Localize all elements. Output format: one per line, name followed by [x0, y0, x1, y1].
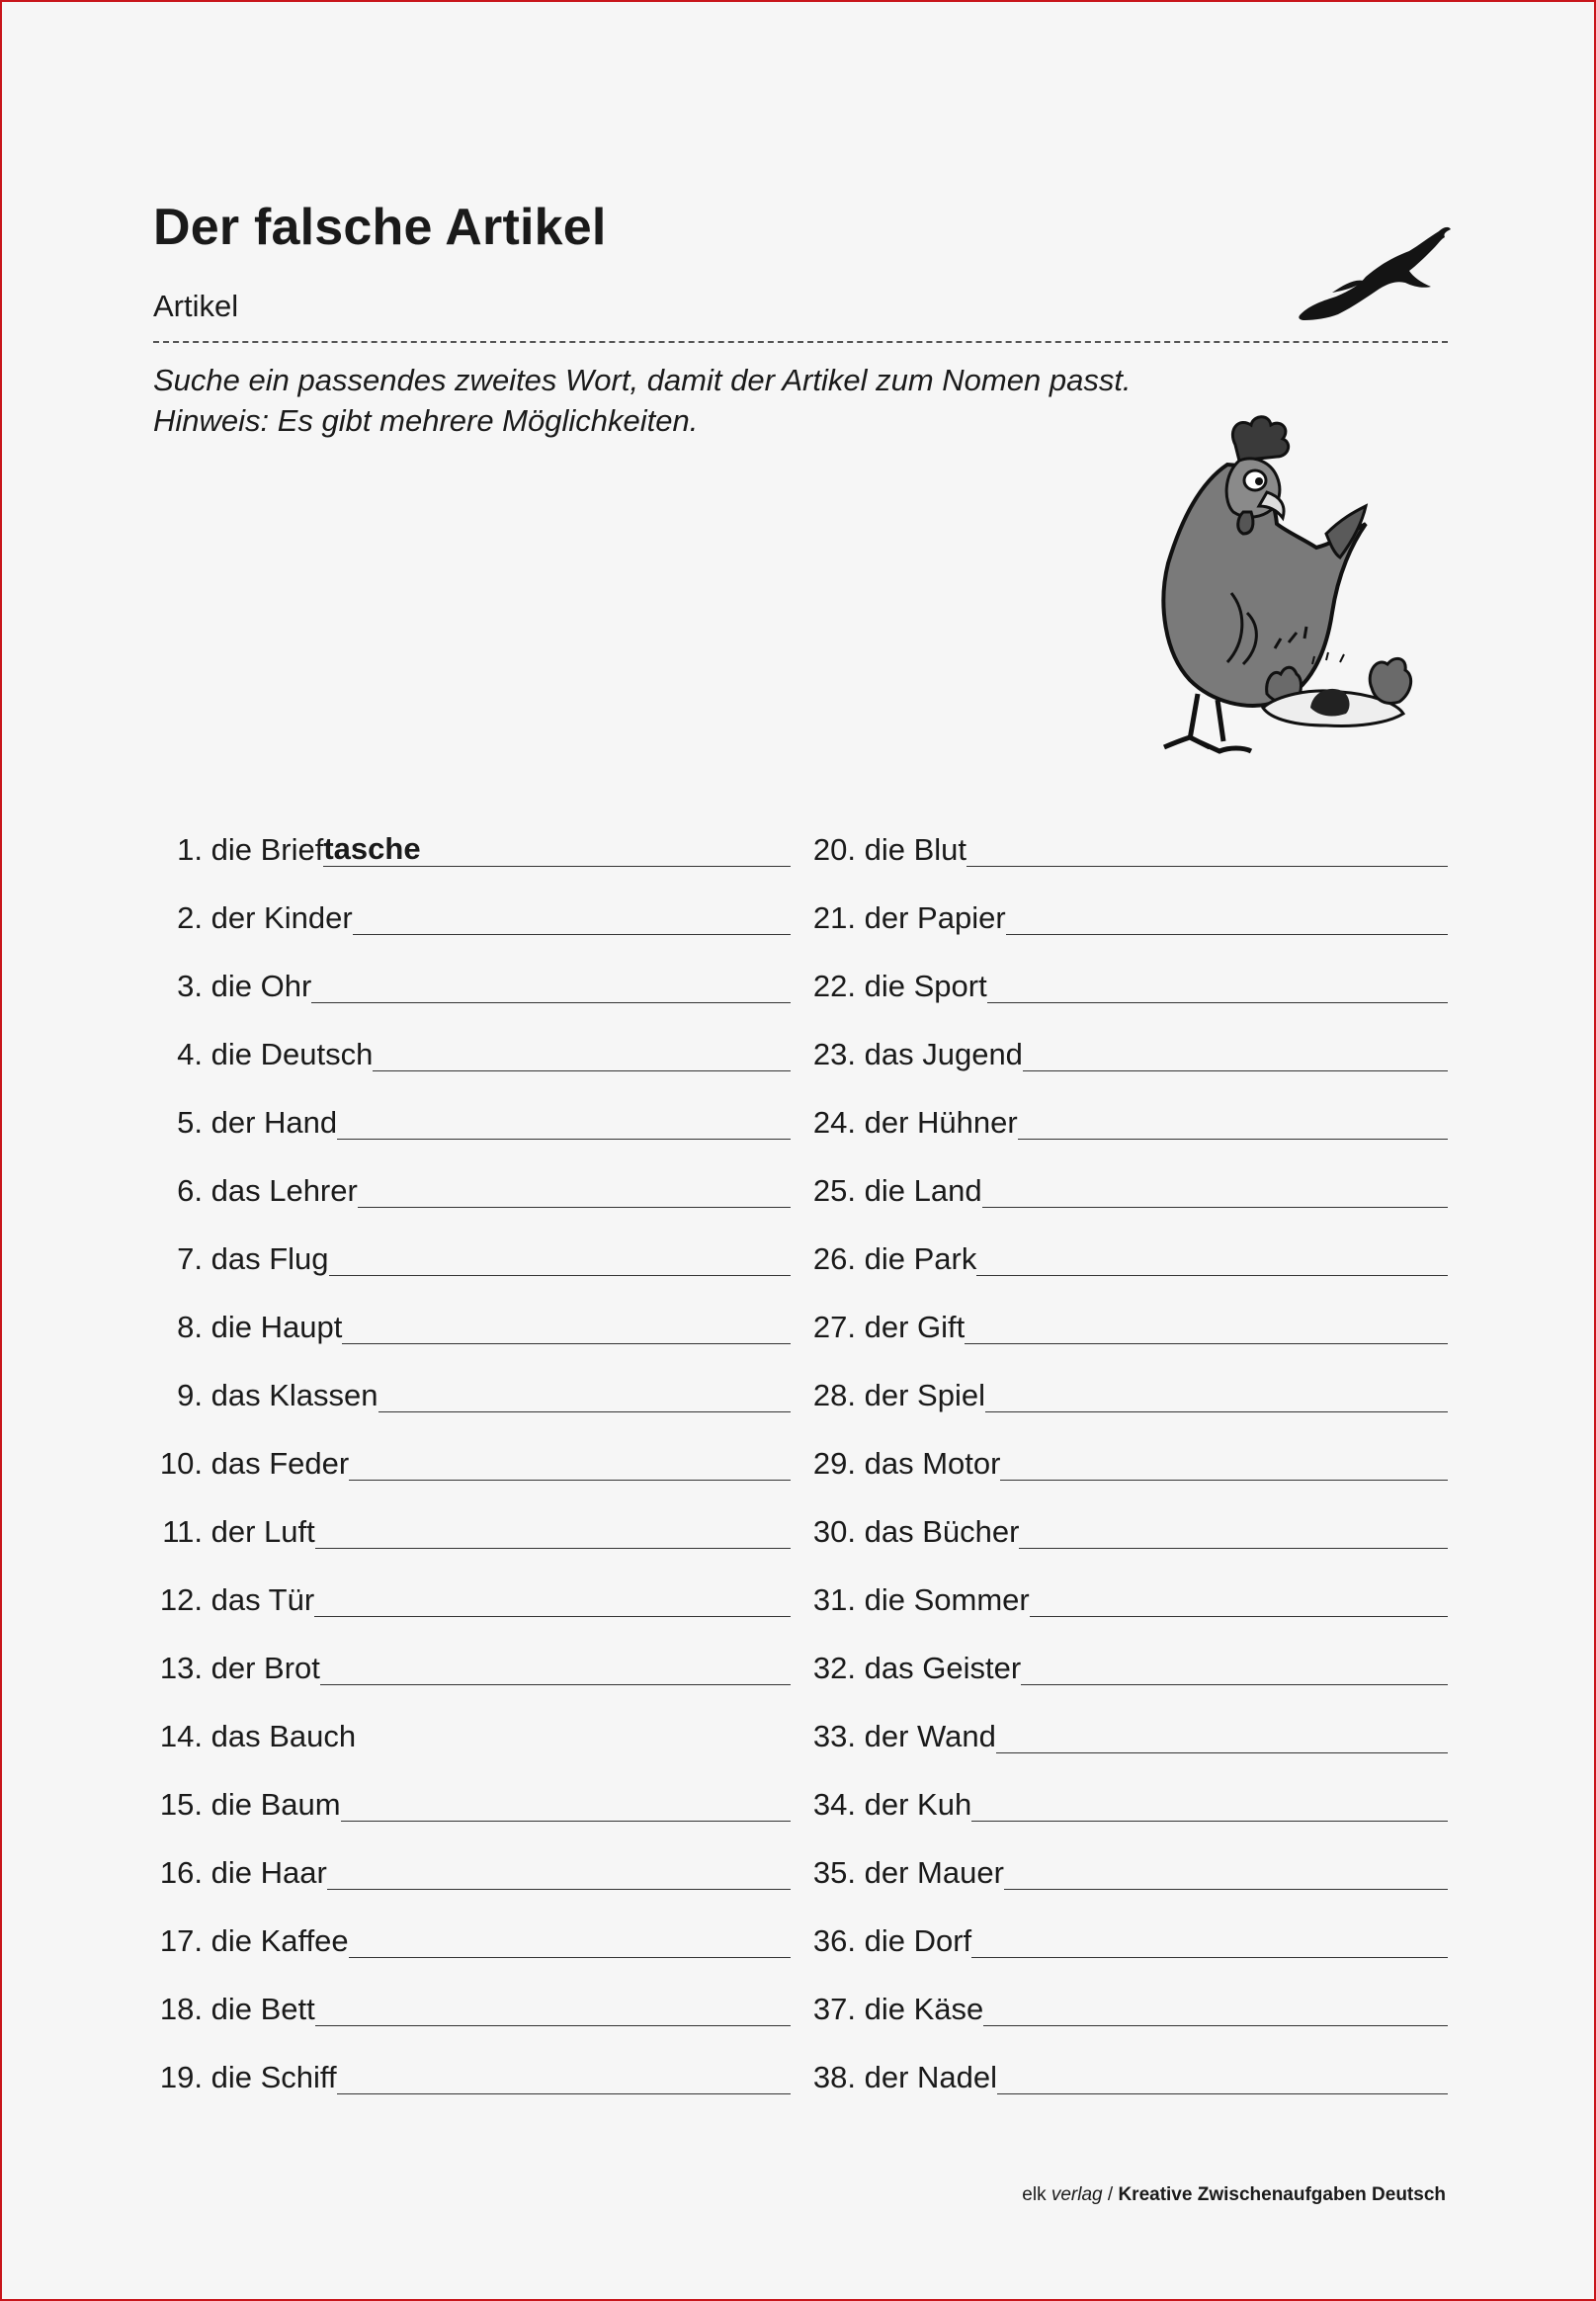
answer-line[interactable]: [353, 898, 791, 935]
item-prefix: das Flug: [203, 1241, 329, 1276]
item-prefix: das Jugend: [856, 1037, 1023, 1071]
exercise-row: [153, 1278, 1448, 1346]
exercise-item: [808, 1035, 1448, 1073]
footer-book-title: Kreative Zwischenaufgaben Deutsch: [1118, 2184, 1446, 2205]
answer-line[interactable]: [373, 1035, 791, 1071]
exercise-item: [808, 898, 1448, 937]
exercise-row: [153, 937, 1448, 1005]
answer-line[interactable]: [1004, 1853, 1448, 1890]
footer-publisher: verlag: [1050, 2184, 1103, 2205]
item-number: 23.: [812, 1037, 857, 1071]
item-prefix: die Park: [856, 1241, 977, 1276]
item-number: 6.: [177, 1173, 203, 1208]
exercise-row: [153, 1346, 1448, 1414]
item-prefix: der Mauer: [856, 1855, 1004, 1890]
answer-line[interactable]: [996, 1717, 1448, 1753]
exercise-item: [808, 1512, 1448, 1551]
answer-line[interactable]: [997, 2058, 1448, 2094]
item-number: 1.: [177, 832, 203, 867]
exercise-row: [153, 1892, 1448, 1960]
item-number: 25.: [812, 1173, 857, 1208]
item-number: 33.: [812, 1719, 857, 1753]
answer-line[interactable]: [987, 967, 1448, 1003]
item-prefix: der Hühner: [856, 1105, 1018, 1140]
exercise-item: [808, 1853, 1448, 1892]
answer-line[interactable]: [1000, 1444, 1448, 1481]
exercise-item: [153, 1853, 791, 1892]
item-number: 29.: [812, 1446, 857, 1481]
item-prefix: der Papier: [856, 900, 1006, 935]
exercise-item: [153, 1444, 791, 1483]
exercise-list: [153, 801, 1448, 2096]
item-prefix: die Haupt: [203, 1310, 343, 1344]
answer-line[interactable]: tasche: [323, 830, 791, 867]
exercise-item: [153, 1990, 791, 2028]
exercise-item: [808, 1376, 1448, 1414]
item-number: 2.: [177, 900, 203, 935]
page-title: Der falsche Artikel: [153, 199, 607, 256]
item-number: 36.: [812, 1923, 857, 1958]
exercise-row: [153, 1073, 1448, 1142]
answer-line[interactable]: [1021, 1649, 1448, 1685]
item-number: 34.: [812, 1787, 857, 1822]
item-prefix: die Ohr: [203, 969, 312, 1003]
item-number: 18.: [159, 1992, 203, 2026]
item-prefix: die Schiff: [203, 2060, 337, 2094]
exercise-item: [153, 830, 791, 869]
answer-line[interactable]: [971, 1921, 1448, 1958]
answer-line[interactable]: [971, 1785, 1448, 1822]
exercise-item: [153, 967, 791, 1005]
item-number: 12.: [159, 1582, 203, 1617]
exercise-item: [808, 1990, 1448, 2028]
item-number: 15.: [159, 1787, 203, 1822]
item-prefix: der Luft: [203, 1514, 315, 1549]
exercise-item: [153, 1103, 791, 1142]
exercise-row: [153, 1824, 1448, 1892]
item-number: 32.: [812, 1651, 857, 1685]
answer-line[interactable]: [329, 1239, 792, 1276]
item-number: 8.: [177, 1310, 203, 1344]
item-prefix: das Tür: [203, 1582, 315, 1617]
answer-line[interactable]: [965, 1308, 1448, 1344]
exercise-row: [153, 1005, 1448, 1073]
answer-line[interactable]: [315, 1990, 791, 2026]
exercise-item: [808, 1308, 1448, 1346]
exercise-item: [153, 1717, 791, 1755]
answer-line[interactable]: [311, 967, 791, 1003]
item-number: 38.: [812, 2060, 857, 2094]
exercise-item: [808, 1444, 1448, 1483]
exercise-item: [808, 1785, 1448, 1824]
item-prefix: die Brief: [203, 832, 324, 867]
answer-line[interactable]: [1030, 1580, 1448, 1617]
item-number: 21.: [812, 900, 857, 935]
item-prefix: das Geister: [856, 1651, 1022, 1685]
answer-line[interactable]: [356, 1717, 791, 1753]
exercise-row: [153, 869, 1448, 937]
answer-line[interactable]: [378, 1376, 792, 1412]
answer-line[interactable]: [341, 1785, 791, 1822]
exercise-item: [808, 1921, 1448, 1960]
item-number: 27.: [812, 1310, 857, 1344]
exercise-item: [153, 1376, 791, 1414]
exercise-row: [153, 1414, 1448, 1483]
item-prefix: der Kuh: [856, 1787, 972, 1822]
item-prefix: das Lehrer: [203, 1173, 358, 1208]
exercise-item: [808, 1103, 1448, 1142]
item-number: 4.: [177, 1037, 203, 1071]
answer-line[interactable]: [320, 1649, 791, 1685]
answer-line[interactable]: [327, 1853, 791, 1890]
exercise-row: [153, 1210, 1448, 1278]
item-number: 10.: [159, 1446, 203, 1481]
exercise-row: [153, 1551, 1448, 1619]
item-number: 17.: [159, 1923, 203, 1958]
item-prefix: der Nadel: [856, 2060, 998, 2094]
answer-line[interactable]: [342, 1308, 791, 1344]
item-number: 28.: [812, 1378, 857, 1412]
item-prefix: das Bauch: [203, 1719, 357, 1753]
exercise-row: [153, 1755, 1448, 1824]
answer-line[interactable]: [358, 1171, 791, 1208]
item-number: 19.: [159, 2060, 203, 2094]
answer-line[interactable]: [983, 1990, 1448, 2026]
answer-line[interactable]: [985, 1376, 1448, 1412]
answer-line[interactable]: [315, 1512, 791, 1549]
item-prefix: die Deutsch: [203, 1037, 374, 1071]
exercise-row: [153, 1687, 1448, 1755]
instruction-line: Suche ein passendes zweites Wort, damit der Artikel zum Nomen passt.: [153, 363, 1132, 397]
answer-line[interactable]: [1023, 1035, 1448, 1071]
item-prefix: die Sommer: [856, 1582, 1030, 1617]
answer-line[interactable]: [976, 1239, 1448, 1276]
exercise-item: [808, 967, 1448, 1005]
item-prefix: die Baum: [203, 1787, 341, 1822]
item-number: 16.: [159, 1855, 203, 1890]
item-number: 31.: [812, 1582, 857, 1617]
exercise-row: [153, 1960, 1448, 2028]
exercise-item: [808, 1580, 1448, 1619]
answer-line[interactable]: [337, 2058, 791, 2094]
answer-line[interactable]: [966, 830, 1448, 867]
item-prefix: die Blut: [856, 832, 967, 867]
exercise-item: [808, 1717, 1448, 1755]
item-prefix: der Spiel: [856, 1378, 985, 1412]
item-number: 9.: [177, 1378, 203, 1412]
exercise-item: [153, 1921, 791, 1960]
item-prefix: das Feder: [203, 1446, 350, 1481]
exercise-item: [808, 830, 1448, 869]
item-prefix: das Bücher: [856, 1514, 1020, 1549]
item-prefix: der Brot: [203, 1651, 320, 1685]
exercise-row: [153, 1142, 1448, 1210]
item-prefix: die Dorf: [856, 1923, 972, 1958]
item-prefix: der Wand: [856, 1719, 996, 1753]
exercise-item: [808, 1649, 1448, 1687]
item-number: 3.: [177, 969, 203, 1003]
item-prefix: das Klassen: [203, 1378, 378, 1412]
dashed-divider: [153, 341, 1448, 343]
item-prefix: die Sport: [856, 969, 987, 1003]
item-number: 5.: [177, 1105, 203, 1140]
footer-separator: /: [1107, 2184, 1114, 2205]
exercise-row: [153, 801, 1448, 869]
page-subtitle: Artikel: [153, 289, 239, 323]
exercise-item: [808, 1171, 1448, 1210]
eagle-icon: [1295, 221, 1453, 326]
item-number: 26.: [812, 1241, 857, 1276]
item-number: 11.: [162, 1514, 203, 1549]
exercise-item: [153, 1580, 791, 1619]
answer-line[interactable]: [349, 1921, 791, 1958]
item-prefix: die Haar: [203, 1855, 327, 1890]
item-number: 22.: [812, 969, 857, 1003]
item-number: 35.: [812, 1855, 857, 1890]
instructions: [153, 360, 1132, 441]
item-prefix: die Kaffee: [203, 1923, 349, 1958]
item-number: 13.: [159, 1651, 203, 1685]
item-number: 37.: [812, 1992, 857, 2026]
item-prefix: die Käse: [856, 1992, 984, 2026]
answer-line[interactable]: [337, 1103, 791, 1140]
item-prefix: das Motor: [856, 1446, 1001, 1481]
item-prefix: der Gift: [856, 1310, 966, 1344]
item-prefix: der Kinder: [203, 900, 353, 935]
exercise-row: [153, 1483, 1448, 1551]
exercise-item: [153, 1035, 791, 1073]
item-prefix: der Hand: [203, 1105, 338, 1140]
exercise-row: [153, 2028, 1448, 2096]
answer-line[interactable]: [1018, 1103, 1448, 1140]
answer-line[interactable]: [314, 1580, 791, 1617]
answer-line[interactable]: [1006, 898, 1448, 935]
exercise-item: [153, 1239, 791, 1278]
exercise-item: [153, 1308, 791, 1346]
exercise-item: [153, 2058, 791, 2096]
hint-line: Hinweis: Es gibt mehrere Möglichkeiten.: [153, 403, 699, 438]
footer-credit: [1022, 2184, 1446, 2206]
exercise-item: [153, 1785, 791, 1824]
answer-line[interactable]: [1019, 1512, 1448, 1549]
item-number: 14.: [159, 1719, 203, 1753]
item-prefix: die Land: [856, 1173, 982, 1208]
exercise-item: [153, 1171, 791, 1210]
answer-line[interactable]: [349, 1444, 791, 1481]
exercise-item: [153, 898, 791, 937]
hen-illustration: [1129, 415, 1435, 756]
item-number: 30.: [812, 1514, 857, 1549]
exercise-item: [808, 2058, 1448, 2096]
item-prefix: die Bett: [203, 1992, 315, 2026]
exercise-row: [153, 1619, 1448, 1687]
exercise-item: [153, 1512, 791, 1551]
item-number: 20.: [812, 832, 857, 867]
answer-line[interactable]: [982, 1171, 1448, 1208]
item-number: 7.: [177, 1241, 203, 1276]
footer-brand: elk: [1022, 2184, 1047, 2205]
exercise-item: [153, 1649, 791, 1687]
exercise-item: [808, 1239, 1448, 1278]
item-number: 24.: [812, 1105, 857, 1140]
